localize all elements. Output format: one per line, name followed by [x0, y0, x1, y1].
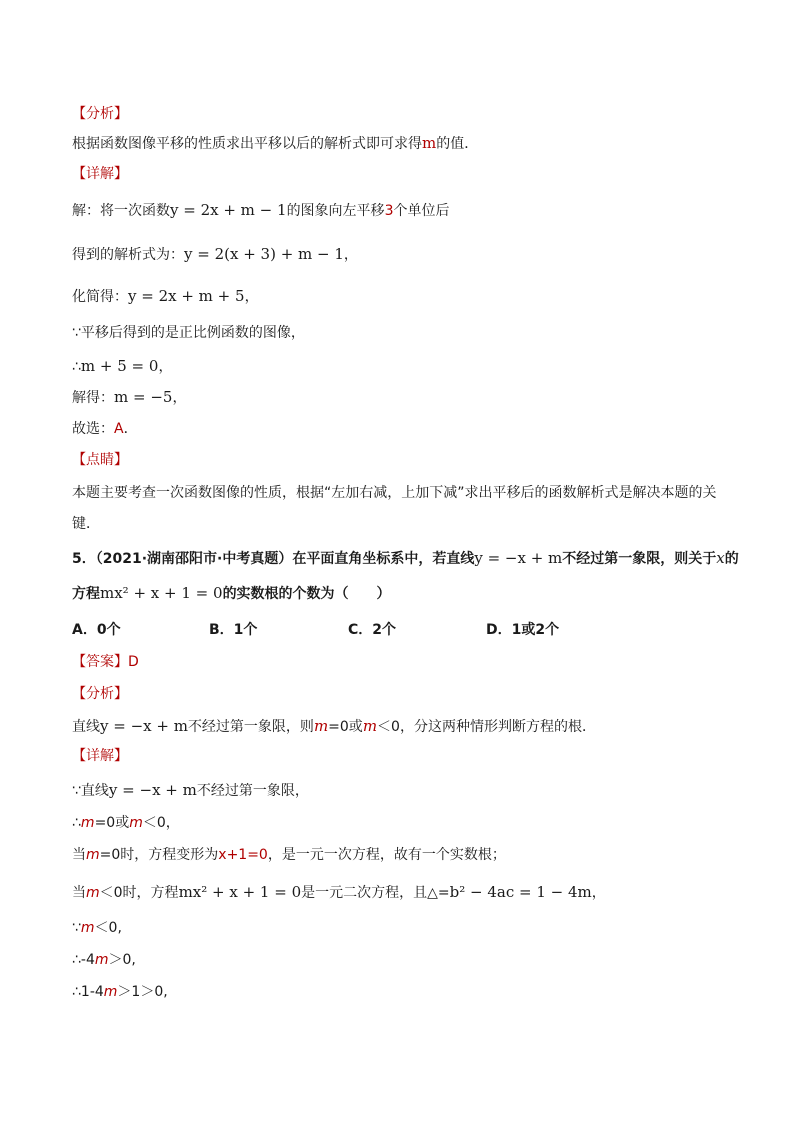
- q5-detail-line-1: [72, 780, 309, 801]
- q4-analysis-var: m: [422, 134, 437, 152]
- q5-d1-pre: ∵直线: [72, 783, 109, 799]
- q4-d5-end: ，: [158, 359, 173, 375]
- q5-option-d: D．1或2个: [486, 622, 560, 638]
- q5-d6-end: ＞0,: [108, 952, 136, 968]
- answer-heading: 【答案】: [72, 654, 128, 670]
- q4-d1-math: y = 2x + m − 1: [170, 201, 287, 219]
- q5-d1-math: y = −x + m: [108, 781, 197, 799]
- q5-detail-line-3: [72, 845, 506, 865]
- q5-d7-pre: ∴1-4: [72, 984, 104, 1000]
- q5-d3-pre: 当: [72, 847, 86, 863]
- q4-analysis-end: 的值．: [436, 136, 479, 152]
- q5-an-m2: m: [362, 717, 378, 735]
- q5-detail-heading: 【详解】: [72, 748, 128, 764]
- q4-detail-line-7: [72, 419, 138, 439]
- q5-option-c: C．2个: [348, 622, 397, 638]
- q5-d3-eq: x+1=0: [218, 847, 268, 863]
- q5-d4-math2: b² − 4ac = 1 − 4m: [449, 883, 592, 901]
- q5-an-pre: 直线: [72, 719, 100, 735]
- q4-d1-end: 个单位后: [393, 203, 450, 219]
- q5-d5-pre: ∵: [72, 920, 81, 936]
- q5-stem-math: y = −x + m: [474, 549, 563, 567]
- q4-detail-line-4: ∵平移后得到的是正比例函数的图像，: [72, 325, 305, 341]
- analysis-heading: 【分析】: [72, 106, 128, 122]
- q5-d4-mid2: 是一元二次方程，且△=: [301, 885, 450, 901]
- q4-d1-num: 3: [384, 203, 394, 219]
- q5-an-mid: 不经过第一象限，则: [187, 719, 314, 735]
- q5-detail-line-2: [72, 813, 180, 833]
- q5-d3-end: ，是一元一次方程，故有一个实数根；: [267, 847, 506, 863]
- q5-d3-mid: =0时，方程变形为: [99, 847, 219, 863]
- q5-stem-line-1: [72, 548, 739, 569]
- q5-an-c1b: =0或: [328, 719, 363, 735]
- q5-d5-end: ＜0,: [94, 920, 122, 936]
- q5-an-c2b: ＜0，分这两种情形判断方程的根．: [377, 719, 596, 735]
- q5-d7-m: m: [103, 984, 118, 1000]
- q5-stem2-pre: 方程: [72, 586, 100, 602]
- q5-d2-pre: ∴: [72, 815, 81, 831]
- q5-d4-end: ，: [591, 885, 606, 901]
- q4-analysis-part: 根据函数图像平移的性质求出平移以后的解析式即可求得: [72, 136, 422, 152]
- q4-detail-line-3: [72, 286, 259, 307]
- q4-comment-line-1: 本题主要考查一次函数图像的性质，根据“左加右减，上加下减”求出平移后的函数解析式是解决本题的关: [72, 485, 717, 501]
- q5-d4-mid: ＜0时，方程: [99, 885, 179, 901]
- q5-d2-mid: =0或: [94, 815, 130, 831]
- q4-d6-math: m = −5: [114, 388, 173, 406]
- q5-stem-var: x: [716, 549, 725, 567]
- q5-detail-line-4: [72, 882, 606, 903]
- q5-stem2-math: mx² + x + 1 = 0: [100, 584, 223, 602]
- q5-d6-pre: ∴-4: [72, 952, 95, 968]
- q4-d3-end: ，: [244, 289, 259, 305]
- q4-d7-answer: A: [114, 421, 124, 437]
- q4-d7-end: ．: [123, 421, 138, 437]
- q4-d6-end: ，: [172, 390, 187, 406]
- q4-d2-end: ，: [343, 247, 358, 263]
- q5-answer-value: D: [128, 654, 139, 670]
- q5-d3-m: m: [86, 847, 100, 863]
- q5-detail-line-7: [72, 982, 168, 1002]
- q5-d2-end: ＜0，: [142, 815, 180, 831]
- q5-an-m1: m: [313, 717, 329, 735]
- q4-d2-pre: 得到的解析式为：: [72, 247, 184, 263]
- q5-analysis-text: [72, 716, 596, 737]
- q5-stem-line-2: [72, 583, 391, 604]
- q5-option-b: B．1个: [209, 622, 258, 638]
- q4-detail-line-1: [72, 200, 449, 221]
- q5-d4-math: mx² + x + 1 = 0: [178, 883, 302, 901]
- q5-d2-m2: m: [129, 815, 143, 831]
- q4-d2-math: y = 2(x + 3) + m − 1: [184, 245, 344, 263]
- q5-d1-end: 不经过第一象限，: [196, 783, 309, 799]
- q4-detail-line-5: [72, 356, 172, 377]
- q5-stem-end: 的: [724, 551, 739, 567]
- q5-detail-line-6: [72, 950, 136, 970]
- q5-stem2-end: 的实数根的个数为（ ）: [222, 586, 391, 602]
- q4-d5-pre: ∴: [72, 359, 81, 375]
- q5-stem-mid: 不经过第一象限，则关于: [562, 551, 717, 567]
- q5-d2-m1: m: [80, 815, 95, 831]
- detail-heading: 【详解】: [72, 166, 128, 182]
- q5-stem-pre: 5．（2021·湖南邵阳市·中考真题）在平面直角坐标系中，若直线: [72, 551, 475, 567]
- q4-comment-line-2: 键．: [72, 516, 100, 532]
- q4-d3-pre: 化简得：: [72, 289, 128, 305]
- q4-d1-post: 的图象向左平移: [286, 203, 385, 219]
- q4-analysis-text: [72, 133, 478, 154]
- comment-heading: 【点睛】: [72, 452, 128, 468]
- q4-detail-line-2: [72, 244, 358, 265]
- q4-d7-pre: 故选：: [72, 421, 114, 437]
- q5-answer-line: [72, 652, 139, 672]
- q5-detail-line-5: [72, 918, 122, 938]
- q4-d6-pre: 解得：: [72, 390, 114, 406]
- q5-d6-m: m: [94, 952, 109, 968]
- q4-detail-line-6: [72, 387, 186, 408]
- q5-analysis-heading: 【分析】: [72, 686, 128, 702]
- q5-d4-pre: 当: [72, 885, 86, 901]
- q4-d1-pre: 解：将一次函数: [72, 203, 170, 219]
- q5-an-math: y = −x + m: [100, 717, 188, 735]
- q5-d7-end: ＞1＞0,: [117, 984, 168, 1000]
- q4-d5-math: m + 5 = 0: [80, 357, 159, 375]
- q5-d5-m: m: [80, 920, 95, 936]
- q5-d4-m: m: [86, 885, 100, 901]
- q4-d3-math: y = 2x + m + 5: [128, 287, 245, 305]
- q5-option-a: A．0个: [72, 622, 121, 638]
